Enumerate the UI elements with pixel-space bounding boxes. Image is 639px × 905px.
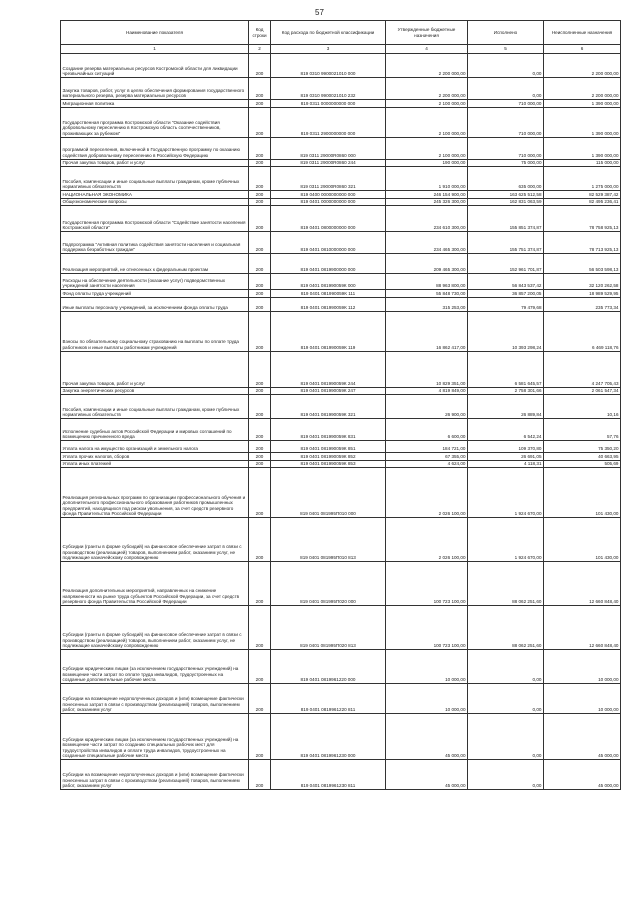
line-code-cell: 200 — [249, 562, 271, 606]
table-body — [61, 54, 621, 790]
budget-execution-table — [60, 20, 621, 790]
unexecuted-amount-cell: 45 000,00 — [544, 714, 621, 760]
indicator-name-cell: Субсидии (гранты в форме субсидий) на финансовое обеспечение затрат в связи с производством (реализацией) товаров, выполнением работ, оказанием услуг, не подлежащие казначейскому сопровождению — [61, 518, 249, 562]
budget-code-cell: 819 0311 0000000000 000 — [271, 100, 386, 108]
approved-amount-cell: 10 000,00 — [386, 684, 468, 714]
budget-code-cell: 819 0310 9900021010 232 — [271, 78, 386, 100]
executed-amount-cell: 79 479,68 — [468, 297, 544, 311]
column-header-name: Наименование показателя — [61, 21, 249, 45]
approved-amount-cell: 2 100 000,00 — [386, 100, 468, 108]
approved-amount-cell: 55 848 730,00 — [386, 290, 468, 298]
indicator-name-cell: Субсидии (гранты в форме субсидий) на финансовое обеспечение затрат в связи с производством (реализацией) товаров, выполнением работ, оказанием услуг, не подлежащие казначейскому сопровождению — [61, 606, 249, 650]
indicator-name-cell: Реализация дополнительных мероприятий, направленных на снижение напряженности на рынке труда субъектов Российской Федерации, за счет средств резервного фонда Правительства Российской Федерации — [61, 562, 249, 606]
approved-amount-cell: 100 723 100,00 — [386, 562, 468, 606]
table-row — [61, 191, 621, 199]
table-row — [61, 419, 621, 441]
indicator-name-cell: Уплата прочих налогов, сборов — [61, 453, 249, 461]
indicator-name-cell: Миграционная политика — [61, 100, 249, 108]
unexecuted-amount-cell: 2 061 547,34 — [544, 387, 621, 395]
approved-amount-cell: 10 829 351,00 — [386, 351, 468, 387]
indicator-name-cell: НАЦИОНАЛЬНАЯ ЭКОНОМИКА — [61, 191, 249, 199]
executed-amount-cell: 1 924 670,00 — [468, 518, 544, 562]
indicator-name-cell: Исполнение судебных актов Российской Федерации и мировых соглашений по возмещению причиненного вреда — [61, 419, 249, 441]
indicator-name-cell: программой переселения, включенной в Государственную программу по оказанию содействия добровольному переселению в Российскую Федерацию — [61, 137, 249, 159]
column-number: 2 — [249, 45, 271, 54]
unexecuted-amount-cell: 101 430,00 — [544, 518, 621, 562]
approved-amount-cell: 2 200 000,00 — [386, 78, 468, 100]
approved-amount-cell: 4 624,00 — [386, 460, 468, 468]
executed-amount-cell: 635 000,00 — [468, 167, 544, 191]
approved-amount-cell: 2 026 100,00 — [386, 468, 468, 518]
table-row — [61, 606, 621, 650]
approved-amount-cell: 45 000,00 — [386, 760, 468, 790]
unexecuted-amount-cell: 1 275 000,00 — [544, 167, 621, 191]
indicator-name-cell: Подпрограмма "Активная политика содействия занятости населения и социальная поддержка безработных граждан" — [61, 232, 249, 254]
budget-code-cell: 819 0311 29000R0860 321 — [271, 167, 386, 191]
line-code-cell: 200 — [249, 159, 271, 167]
budget-code-cell: 819 0401 081990059К 852 — [271, 453, 386, 461]
line-code-cell: 200 — [249, 297, 271, 311]
indicator-name-cell: Государственная программа Костромской области "Оказание содействия добровольному переселению в Костромскую область соотечественников, проживающих за рубежом" — [61, 107, 249, 137]
line-code-cell: 200 — [249, 460, 271, 468]
column-numbers-row — [61, 45, 621, 54]
line-code-cell: 200 — [249, 387, 271, 395]
executed-amount-cell: 0,00 — [468, 714, 544, 760]
indicator-name-cell: Пособия, компенсации и иные социальные выплаты гражданам, кроме публичных нормативных обязательств — [61, 167, 249, 191]
executed-amount-cell: 56 843 537,42 — [468, 274, 544, 290]
unexecuted-amount-cell: 115 000,00 — [544, 159, 621, 167]
unexecuted-amount-cell: 1 390 000,00 — [544, 137, 621, 159]
budget-code-cell: 819 0401 0000000000 000 — [271, 198, 386, 206]
table-row — [61, 714, 621, 760]
approved-amount-cell: 10 000,00 — [386, 650, 468, 684]
table-row — [61, 441, 621, 453]
approved-amount-cell: 6 600,00 — [386, 419, 468, 441]
line-code-cell: 200 — [249, 274, 271, 290]
unexecuted-amount-cell: 235 773,34 — [544, 297, 621, 311]
line-code-cell: 200 — [249, 191, 271, 199]
line-code-cell: 200 — [249, 54, 271, 78]
line-code-cell: 200 — [249, 453, 271, 461]
line-code-cell: 200 — [249, 395, 271, 419]
approved-amount-cell: 234 610 300,00 — [386, 206, 468, 232]
indicator-name-cell: Реализация региональных программ по организации профессионального обучения и дополнительного профессионального образования работников промышленных предприятий, находящихся под риском увольнения, за счет средств резервного фонда Правительства Российской Федерации — [61, 468, 249, 518]
approved-amount-cell: 16 862 417,00 — [386, 311, 468, 351]
indicator-name-cell: Прочая закупка товаров, работ и услуг — [61, 159, 249, 167]
line-code-cell: 200 — [249, 206, 271, 232]
approved-amount-cell: 184 721,00 — [386, 441, 468, 453]
table-row — [61, 78, 621, 100]
line-code-cell: 200 — [249, 650, 271, 684]
line-code-cell: 200 — [249, 78, 271, 100]
column-header-executed: Исполнено — [468, 21, 544, 45]
budget-code-cell: 819 0310 9900021010 000 — [271, 54, 386, 78]
executed-amount-cell: 36 857 200,05 — [468, 290, 544, 298]
table-row — [61, 290, 621, 298]
approved-amount-cell: 88 963 800,00 — [386, 274, 468, 290]
indicator-name-cell: Прочая закупка товаров, работ и услуг — [61, 351, 249, 387]
column-header-budget-code: Код расхода по бюджетной классификации — [271, 21, 386, 45]
table-row — [61, 198, 621, 206]
executed-amount-cell: 10 393 298,24 — [468, 311, 544, 351]
budget-code-cell: 819 0401 0819900000 000 — [271, 254, 386, 274]
unexecuted-amount-cell: 82 495 236,41 — [544, 198, 621, 206]
column-number: 1 — [61, 45, 249, 54]
budget-code-cell: 819 0311 2900000000 000 — [271, 107, 386, 137]
budget-code-cell: 819 0400 0000000000 000 — [271, 191, 386, 199]
budget-code-cell: 819 0401 0819961230 000 — [271, 714, 386, 760]
executed-amount-cell: 162 831 063,59 — [468, 198, 544, 206]
unexecuted-amount-cell: 12 660 848,40 — [544, 562, 621, 606]
column-header-approved: Утвержденные бюджетные назначения — [386, 21, 468, 45]
executed-amount-cell: 88 062 251,60 — [468, 606, 544, 650]
executed-amount-cell: 0,00 — [468, 54, 544, 78]
unexecuted-amount-cell: 1 390 000,00 — [544, 100, 621, 108]
budget-code-cell: 819 0401 0810000000 000 — [271, 232, 386, 254]
line-code-cell: 200 — [249, 606, 271, 650]
unexecuted-amount-cell: 75 350,20 — [544, 441, 621, 453]
table-row — [61, 254, 621, 274]
budget-code-cell: 819 0401 0819961220 000 — [271, 650, 386, 684]
table-row — [61, 107, 621, 137]
budget-code-cell: 819 0401 081995П010 000 — [271, 468, 386, 518]
unexecuted-amount-cell: 45 000,00 — [544, 760, 621, 790]
line-code-cell: 200 — [249, 441, 271, 453]
approved-amount-cell: 2 100 000,00 — [386, 107, 468, 137]
unexecuted-amount-cell: 10 000,00 — [544, 650, 621, 684]
line-code-cell: 200 — [249, 760, 271, 790]
unexecuted-amount-cell: 1 390 000,00 — [544, 107, 621, 137]
column-number: 5 — [468, 45, 544, 54]
approved-amount-cell: 4 819 849,00 — [386, 387, 468, 395]
executed-amount-cell: 2 758 301,66 — [468, 387, 544, 395]
executed-amount-cell: 75 000,00 — [468, 159, 544, 167]
budget-code-cell: 819 0401 081990059К 247 — [271, 387, 386, 395]
line-code-cell: 200 — [249, 107, 271, 137]
table-row — [61, 562, 621, 606]
executed-amount-cell: 155 751 374,87 — [468, 232, 544, 254]
budget-code-cell: 819 0401 081995П010 813 — [271, 518, 386, 562]
table-row — [61, 311, 621, 351]
line-code-cell: 200 — [249, 518, 271, 562]
executed-amount-cell: 710 000,00 — [468, 137, 544, 159]
unexecuted-amount-cell: 56 503 598,13 — [544, 254, 621, 274]
unexecuted-amount-cell: 4 247 705,43 — [544, 351, 621, 387]
line-code-cell: 200 — [249, 468, 271, 518]
line-code-cell: 200 — [249, 419, 271, 441]
budget-code-cell: 819 0401 0819961230 811 — [271, 760, 386, 790]
table-row — [61, 468, 621, 518]
budget-code-cell: 819 0401 081990059К 111 — [271, 290, 386, 298]
approved-amount-cell: 245 326 300,00 — [386, 198, 468, 206]
budget-code-cell: 819 0401 081990059К 831 — [271, 419, 386, 441]
indicator-name-cell: Общеэкономические вопросы — [61, 198, 249, 206]
unexecuted-amount-cell: 32 120 262,58 — [544, 274, 621, 290]
executed-amount-cell: 6 581 645,57 — [468, 351, 544, 387]
page-number: 57 — [315, 8, 324, 17]
executed-amount-cell: 0,00 — [468, 650, 544, 684]
table-row — [61, 684, 621, 714]
budget-code-cell: 819 0401 081995П020 000 — [271, 562, 386, 606]
table-row — [61, 351, 621, 387]
unexecuted-amount-cell: 12 660 848,40 — [544, 606, 621, 650]
table-row — [61, 395, 621, 419]
table-row — [61, 460, 621, 468]
executed-amount-cell: 0,00 — [468, 760, 544, 790]
indicator-name-cell: Субсидии на возмещение недополученных доходов и (или) возмещение фактически понесенных затрат в связи с производством (реализацией) товаров, выполнением работ, оказанием услуг — [61, 684, 249, 714]
indicator-name-cell: Реализация мероприятий, не отнесенных к федеральным проектам — [61, 254, 249, 274]
unexecuted-amount-cell: 18 989 529,95 — [544, 290, 621, 298]
budget-code-cell: 819 0401 081990059К 853 — [271, 460, 386, 468]
column-header-unexecuted: Неисполненные назначения — [544, 21, 621, 45]
unexecuted-amount-cell: 6 469 118,76 — [544, 311, 621, 351]
indicator-name-cell: Пособия, компенсации и иные социальные выплаты гражданам, кроме публичных нормативных обязательств — [61, 395, 249, 419]
line-code-cell: 200 — [249, 311, 271, 351]
line-code-cell: 200 — [249, 254, 271, 274]
executed-amount-cell: 4 118,31 — [468, 460, 544, 468]
unexecuted-amount-cell: 101 430,00 — [544, 468, 621, 518]
table-row — [61, 137, 621, 159]
approved-amount-cell: 234 465 300,00 — [386, 232, 468, 254]
approved-amount-cell: 26 900,00 — [386, 395, 468, 419]
table-row — [61, 518, 621, 562]
indicator-name-cell: Закупка энергетических ресурсов — [61, 387, 249, 395]
table-row — [61, 54, 621, 78]
executed-amount-cell: 152 961 701,87 — [468, 254, 544, 274]
approved-amount-cell: 209 465 300,00 — [386, 254, 468, 274]
executed-amount-cell: 710 000,00 — [468, 107, 544, 137]
budget-code-cell: 819 0311 29000R0860 000 — [271, 137, 386, 159]
indicator-name-cell: Взносы по обязательному социальному страхованию на выплаты по оплате труда работников и иные выплаты работникам учреждений — [61, 311, 249, 351]
line-code-cell: 200 — [249, 232, 271, 254]
executed-amount-cell: 710 000,00 — [468, 100, 544, 108]
table-row — [61, 274, 621, 290]
approved-amount-cell: 45 000,00 — [386, 714, 468, 760]
budget-code-cell: 819 0401 081990059К 321 — [271, 395, 386, 419]
unexecuted-amount-cell: 10 000,00 — [544, 684, 621, 714]
budget-code-cell: 819 0401 081990059К 851 — [271, 441, 386, 453]
line-code-cell: 200 — [249, 167, 271, 191]
approved-amount-cell: 2 100 000,00 — [386, 137, 468, 159]
executed-amount-cell: 155 851 374,87 — [468, 206, 544, 232]
indicator-name-cell: Уплата иных платежей — [61, 460, 249, 468]
approved-amount-cell: 315 253,00 — [386, 297, 468, 311]
approved-amount-cell: 246 154 900,00 — [386, 191, 468, 199]
indicator-name-cell: Уплата налога на имущество организаций и земельного налога — [61, 441, 249, 453]
executed-amount-cell: 109 370,80 — [468, 441, 544, 453]
budget-code-cell: 819 0401 081990059К 000 — [271, 274, 386, 290]
table-row — [61, 297, 621, 311]
approved-amount-cell: 1 910 000,00 — [386, 167, 468, 191]
executed-amount-cell: 1 924 670,00 — [468, 468, 544, 518]
unexecuted-amount-cell: 40 663,95 — [544, 453, 621, 461]
executed-amount-cell: 26 889,84 — [468, 395, 544, 419]
indicator-name-cell: Закупка товаров, работ, услуг в целях обеспечения формирования государственного материального резерва, резерва материальных ресурсов — [61, 78, 249, 100]
line-code-cell: 200 — [249, 290, 271, 298]
line-code-cell: 200 — [249, 684, 271, 714]
line-code-cell: 200 — [249, 714, 271, 760]
unexecuted-amount-cell: 2 200 000,00 — [544, 78, 621, 100]
indicator-name-cell: Иные выплаты персоналу учреждений, за исключением фонда оплаты труда — [61, 297, 249, 311]
line-code-cell: 200 — [249, 198, 271, 206]
indicator-name-cell: Субсидии на возмещение недополученных доходов и (или) возмещение фактически понесенных затрат в связи с производством (реализацией) товаров, выполнением работ, оказанием услуг — [61, 760, 249, 790]
executed-amount-cell: 26 691,05 — [468, 453, 544, 461]
table-row — [61, 100, 621, 108]
approved-amount-cell: 2 026 100,00 — [386, 518, 468, 562]
table-row — [61, 159, 621, 167]
unexecuted-amount-cell: 10,16 — [544, 395, 621, 419]
budget-code-cell: 819 0311 29000R0860 244 — [271, 159, 386, 167]
column-header-line-code: Код строки — [249, 21, 271, 45]
unexecuted-amount-cell: 505,69 — [544, 460, 621, 468]
unexecuted-amount-cell: 82 529 387,42 — [544, 191, 621, 199]
executed-amount-cell: 163 625 512,58 — [468, 191, 544, 199]
approved-amount-cell: 67 355,00 — [386, 453, 468, 461]
column-number: 3 — [271, 45, 386, 54]
table-row — [61, 387, 621, 395]
unexecuted-amount-cell: 78 713 925,13 — [544, 232, 621, 254]
executed-amount-cell: 0,00 — [468, 78, 544, 100]
line-code-cell: 200 — [249, 100, 271, 108]
executed-amount-cell: 6 542,24 — [468, 419, 544, 441]
indicator-name-cell: Расходы на обеспечение деятельности (оказание услуг) подведомственных учреждений занятости населения — [61, 274, 249, 290]
indicator-name-cell: Субсидии юридическим лицам (за исключением государственных учреждений) на возмещение части затрат по оплате труда инвалидов, трудоустроенных на созданные дополнительные рабочие места — [61, 650, 249, 684]
unexecuted-amount-cell: 57,76 — [544, 419, 621, 441]
budget-code-cell: 819 0401 081995П020 813 — [271, 606, 386, 650]
table-header-row — [61, 21, 621, 45]
column-number: 6 — [544, 45, 621, 54]
unexecuted-amount-cell: 78 758 925,13 — [544, 206, 621, 232]
line-code-cell: 200 — [249, 351, 271, 387]
budget-code-cell: 819 0401 081990059К 244 — [271, 351, 386, 387]
table-row — [61, 650, 621, 684]
unexecuted-amount-cell: 2 200 000,00 — [544, 54, 621, 78]
executed-amount-cell: 88 062 251,60 — [468, 562, 544, 606]
table-row — [61, 232, 621, 254]
indicator-name-cell: Субсидии юридическим лицам (за исключением государственных учреждений) на возмещение части затрат по созданию специальных рабочих мест для трудоустройства инвалидов и оплате труда инвалидов, трудоустроенных на созданные специальные рабочие места — [61, 714, 249, 760]
budget-code-cell: 819 0401 081990059К 119 — [271, 311, 386, 351]
approved-amount-cell: 190 000,00 — [386, 159, 468, 167]
executed-amount-cell: 0,00 — [468, 684, 544, 714]
indicator-name-cell: Создание резерва материальных ресурсов Костромской области для ликвидации чрезвычайных ситуаций — [61, 54, 249, 78]
column-number: 4 — [386, 45, 468, 54]
table-row — [61, 453, 621, 461]
budget-code-cell: 819 0401 081990059К 112 — [271, 297, 386, 311]
table-row — [61, 206, 621, 232]
line-code-cell: 200 — [249, 137, 271, 159]
budget-code-cell: 819 0401 0800000000 000 — [271, 206, 386, 232]
indicator-name-cell: Государственная программа Костромской области "Содействие занятости населения Костромской области" — [61, 206, 249, 232]
table-row — [61, 760, 621, 790]
indicator-name-cell: Фонд оплаты труда учреждений — [61, 290, 249, 298]
approved-amount-cell: 2 200 000,00 — [386, 54, 468, 78]
table-row — [61, 167, 621, 191]
approved-amount-cell: 100 723 100,00 — [386, 606, 468, 650]
budget-code-cell: 819 0401 0819961220 811 — [271, 684, 386, 714]
